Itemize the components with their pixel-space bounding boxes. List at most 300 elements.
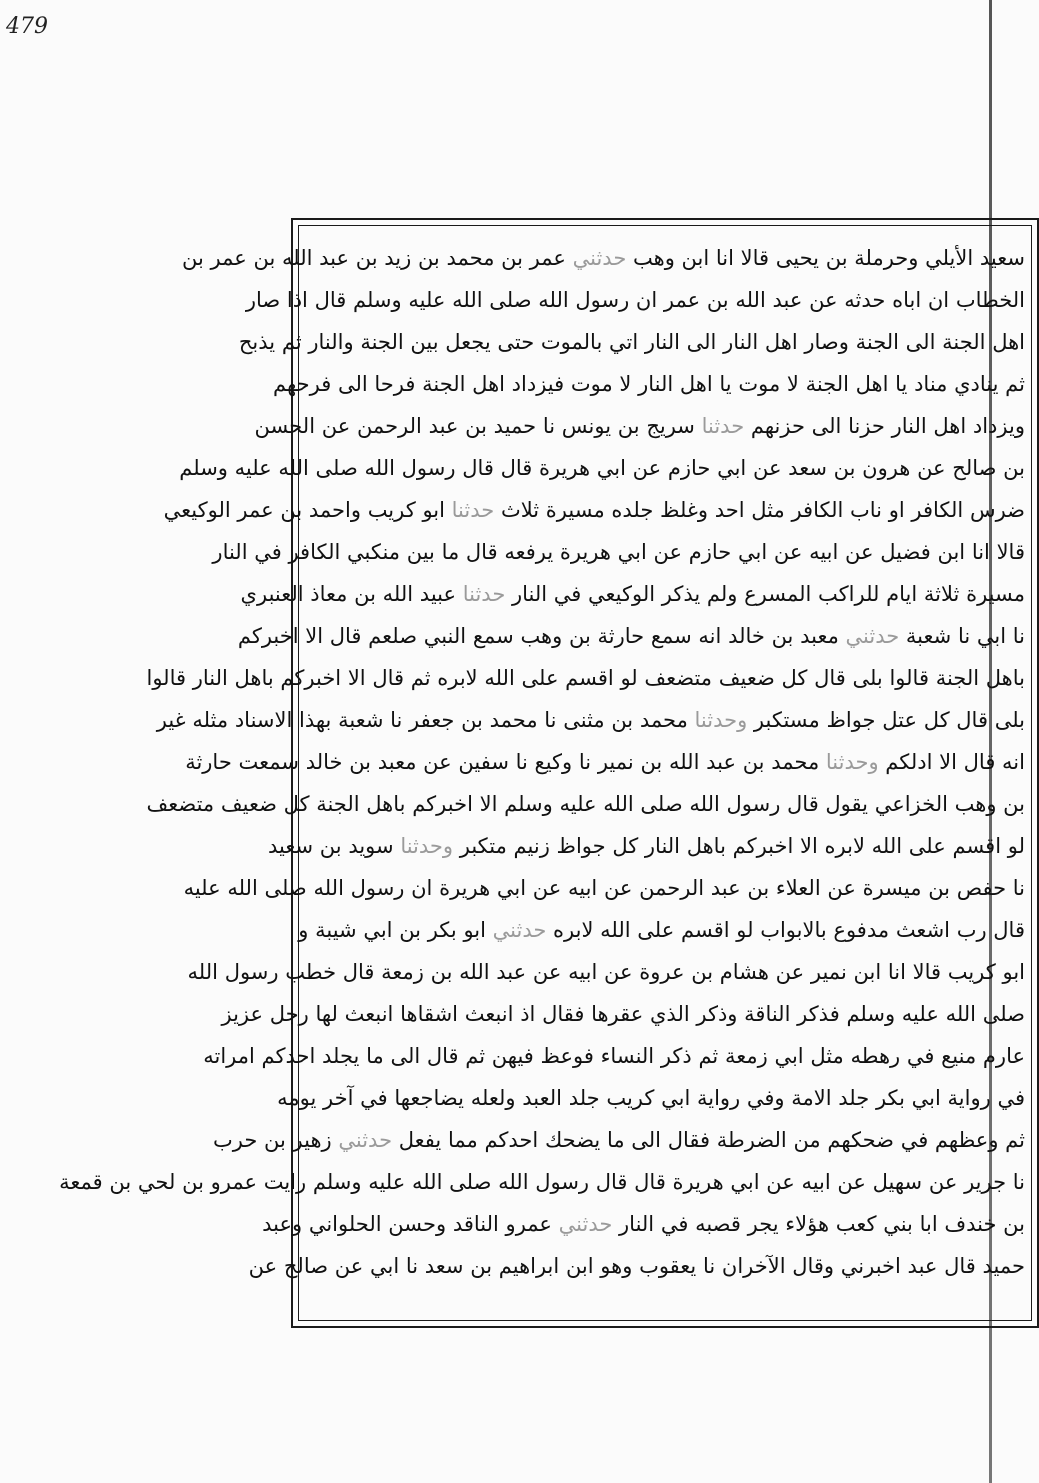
- manuscript-word: عبيد: [419, 582, 457, 606]
- manuscript-word: نا: [515, 750, 528, 774]
- manuscript-word: بن: [825, 246, 848, 270]
- manuscript-word: هرون: [862, 456, 911, 480]
- manuscript-word: ابراهيم: [498, 1254, 560, 1278]
- manuscript-word: عمرو: [210, 1170, 258, 1194]
- manuscript-line: [254, 406, 1025, 446]
- manuscript-word: رايت: [263, 1170, 307, 1194]
- manuscript-word: زمعة: [381, 960, 424, 984]
- manuscript-line: [146, 784, 1025, 824]
- manuscript-word: يومه: [277, 1086, 317, 1110]
- manuscript-word: بن: [280, 498, 303, 522]
- manuscript-word: ناب: [850, 498, 883, 522]
- manuscript-word: انا: [715, 246, 734, 270]
- manuscript-word: وغلظ: [660, 498, 709, 522]
- manuscript-line: [179, 448, 1025, 488]
- manuscript-word: باهل: [366, 792, 406, 816]
- manuscript-word: الجنة: [805, 372, 849, 396]
- manuscript-word: وسلم: [312, 1170, 362, 1194]
- manuscript-word: بن: [1003, 792, 1025, 816]
- manuscript-word: كريب: [606, 1086, 655, 1110]
- manuscript-word: قال: [342, 960, 375, 984]
- manuscript-word: وحسن: [388, 1212, 447, 1236]
- manuscript-word: باهل: [234, 666, 274, 690]
- manuscript-word: عن: [917, 456, 946, 480]
- manuscript-line: [203, 1036, 1025, 1076]
- manuscript-word: عن: [766, 1170, 795, 1194]
- manuscript-word: قالا: [912, 960, 942, 984]
- manuscript-word: الوكيعي: [588, 582, 656, 606]
- manuscript-word: جلد: [568, 1086, 600, 1110]
- manuscript-word: معبد: [800, 624, 839, 648]
- manuscript-word: بن: [355, 246, 378, 270]
- manuscript-word: زمعة: [724, 1044, 768, 1068]
- manuscript-line: [237, 616, 1025, 656]
- manuscript-word: الله: [871, 834, 903, 858]
- manuscript-word: وقال: [792, 1254, 835, 1278]
- manuscript-word: ضحكهم: [827, 1128, 894, 1152]
- manuscript-line: [238, 322, 1025, 362]
- manuscript-word: الرحمن: [639, 876, 705, 900]
- manuscript-line: [212, 1120, 1025, 1160]
- manuscript-word: ميسرة: [862, 876, 922, 900]
- manuscript-word: ابيه: [809, 540, 839, 564]
- manuscript-word: بلى: [994, 708, 1025, 732]
- manuscript-word: عليه: [408, 288, 446, 312]
- manuscript-word: بن: [706, 288, 729, 312]
- manuscript-word: وحرملة: [854, 246, 919, 270]
- manuscript-word: ثم: [698, 1044, 719, 1068]
- manuscript-word: لو: [1007, 834, 1025, 858]
- manuscript-word: ابن: [853, 960, 882, 984]
- rubric-word: حدثني: [845, 624, 900, 648]
- manuscript-word: ابي: [496, 876, 527, 900]
- manuscript-word: يونس: [561, 414, 612, 438]
- manuscript-word: فضيل: [880, 540, 931, 564]
- manuscript-word: والنار: [308, 330, 354, 354]
- manuscript-word: اهل: [472, 372, 505, 396]
- page-number: 479: [6, 14, 48, 39]
- manuscript-word: الرحمن: [356, 414, 422, 438]
- manuscript-word: بن: [568, 624, 591, 648]
- manuscript-word: لا: [619, 372, 632, 396]
- manuscript-word: الله: [227, 876, 258, 900]
- manuscript-word: ادلكم: [885, 750, 933, 774]
- manuscript-word: مسيرة: [545, 498, 605, 522]
- manuscript-word: ابي: [617, 540, 647, 564]
- manuscript-word: حفص: [956, 876, 1007, 900]
- manuscript-word: بني: [883, 1212, 913, 1236]
- manuscript-word: محمد: [446, 246, 495, 270]
- manuscript-word: الجنة: [316, 792, 360, 816]
- rubric-word: حدثني: [338, 1128, 393, 1152]
- manuscript-word: عن: [752, 456, 782, 480]
- manuscript-word: عن: [773, 540, 803, 564]
- manuscript-line: [262, 1204, 1025, 1244]
- manuscript-word: فرحهم: [273, 372, 332, 396]
- manuscript-word: الجنة: [855, 330, 899, 354]
- manuscript-word: مما: [447, 1128, 478, 1152]
- manuscript-word: شعبة: [905, 624, 952, 648]
- manuscript-word: الى: [686, 330, 717, 354]
- manuscript-word: ثلاثة: [923, 582, 960, 606]
- manuscript-word: ابي: [737, 540, 768, 564]
- manuscript-word: الله: [945, 1002, 977, 1026]
- manuscript-word: حزنهم: [750, 414, 805, 438]
- manuscript-word: ابي: [661, 1086, 691, 1110]
- manuscript-word: صلعم: [368, 624, 418, 648]
- manuscript-word: الى: [905, 330, 936, 354]
- manuscript-word: الى: [390, 1044, 421, 1068]
- manuscript-word: قصبه: [695, 1212, 741, 1236]
- manuscript-word: عن: [837, 1170, 866, 1194]
- manuscript-word: وعبد: [262, 1212, 303, 1236]
- manuscript-word: الله: [187, 960, 218, 984]
- manuscript-word: يرفعه: [504, 540, 554, 564]
- manuscript-word: موت: [738, 372, 781, 396]
- manuscript-word: النار: [638, 372, 674, 396]
- manuscript-word: من: [793, 1128, 821, 1152]
- manuscript-word: ينادي: [954, 372, 999, 396]
- manuscript-word: لو: [736, 918, 754, 942]
- manuscript-word: الله: [538, 288, 569, 312]
- manuscript-word: فقال: [667, 1128, 711, 1152]
- manuscript-line: [187, 952, 1025, 992]
- manuscript-word: قمعة: [59, 1170, 103, 1194]
- manuscript-word: محمد: [489, 708, 538, 732]
- manuscript-word: منكبي: [347, 540, 401, 564]
- manuscript-word: اذا: [286, 288, 308, 312]
- manuscript-line: [146, 658, 1025, 698]
- manuscript-word: الا: [305, 624, 324, 648]
- manuscript-word: عن: [653, 540, 683, 564]
- manuscript-word: بن: [465, 414, 487, 438]
- manuscript-word: عن: [845, 540, 874, 564]
- manuscript-word: عن: [321, 414, 351, 438]
- manuscript-word: عن: [423, 750, 452, 774]
- manuscript-word: الجنة: [935, 666, 980, 690]
- manuscript-word: نا: [578, 750, 592, 774]
- manuscript-word: قال: [956, 708, 988, 732]
- manuscript-word: في: [906, 1044, 935, 1068]
- manuscript-word: بين: [406, 540, 435, 564]
- manuscript-word: عمر: [237, 498, 274, 522]
- manuscript-word: ابن: [937, 540, 966, 564]
- manuscript-word: حزنا: [848, 414, 885, 438]
- manuscript-word: يجعل: [445, 330, 491, 354]
- manuscript-word: صلى: [489, 288, 532, 312]
- manuscript-word: سعيد: [268, 834, 314, 858]
- manuscript-word: الكافر: [791, 498, 844, 522]
- manuscript-word: الله: [278, 456, 309, 480]
- manuscript-word: مستكبر: [753, 708, 820, 732]
- manuscript-word: عمر: [210, 246, 247, 270]
- manuscript-word: رهطه: [850, 1044, 901, 1068]
- manuscript-word: بين: [410, 330, 439, 354]
- manuscript-word: الجنة: [360, 330, 404, 354]
- manuscript-word: قال: [462, 456, 494, 480]
- manuscript-word: اخبرني: [840, 1254, 901, 1278]
- manuscript-word: بن: [319, 834, 342, 858]
- manuscript-line: [181, 238, 1025, 278]
- manuscript-word: وفي: [746, 1086, 785, 1110]
- manuscript-word: الى: [337, 372, 368, 396]
- manuscript-word: واحمد: [308, 498, 361, 522]
- manuscript-word: وسلم: [179, 456, 228, 480]
- manuscript-word: الله: [603, 792, 634, 816]
- manuscript-word: ثم: [1005, 1128, 1025, 1152]
- manuscript-word: سمعت: [238, 750, 299, 774]
- manuscript-word: سعيد: [979, 246, 1025, 270]
- manuscript-word: اخبركم: [237, 624, 299, 648]
- manuscript-word: اذ: [520, 1002, 536, 1026]
- manuscript-word: قال: [329, 624, 362, 648]
- manuscript-word: في: [254, 540, 282, 564]
- manuscript-word: يضاجعها: [394, 1086, 464, 1110]
- rubric-word: وحدثنا: [694, 708, 748, 732]
- manuscript-word: العنبري: [240, 582, 304, 606]
- manuscript-word: نا: [390, 708, 403, 732]
- manuscript-word: ذكر: [660, 1044, 692, 1068]
- manuscript-word: احد: [714, 498, 745, 522]
- manuscript-word: عن: [928, 1170, 958, 1194]
- manuscript-word: النار: [891, 414, 927, 438]
- manuscript-word: قالوا: [146, 666, 187, 690]
- manuscript-word: جواظ: [826, 708, 876, 732]
- manuscript-word: بن: [771, 624, 794, 648]
- manuscript-word: الذي: [649, 1002, 690, 1026]
- manuscript-word: ولعله: [470, 1086, 516, 1110]
- manuscript-word: الخطاب: [955, 288, 1025, 312]
- manuscript-word: الله: [281, 246, 313, 270]
- manuscript-word: ابا: [919, 1212, 938, 1236]
- manuscript-word: وذكر: [696, 1002, 738, 1026]
- manuscript-word: عبد: [907, 1254, 938, 1278]
- manuscript-line: [185, 742, 1025, 782]
- manuscript-word: وهب: [954, 792, 997, 816]
- manuscript-word: الله: [364, 456, 395, 480]
- manuscript-word: اقسم: [680, 918, 730, 942]
- manuscript-word: فذكر: [797, 1002, 840, 1026]
- manuscript-word: زنيم: [513, 834, 550, 858]
- manuscript-word: الا: [939, 750, 957, 774]
- manuscript-word: ما: [606, 1128, 625, 1152]
- manuscript-word: عن: [775, 960, 805, 984]
- manuscript-word: عن: [604, 960, 633, 984]
- manuscript-word: بن: [399, 918, 422, 942]
- manuscript-word: النار: [644, 834, 681, 858]
- manuscript-word: عليه: [183, 876, 221, 900]
- manuscript-word: رسول: [350, 876, 405, 900]
- manuscript-word: الخزاعي: [874, 792, 948, 816]
- manuscript-word: احدكم: [261, 1044, 316, 1068]
- manuscript-word: ما: [441, 540, 460, 564]
- manuscript-line: [163, 490, 1025, 530]
- manuscript-word: شيبة: [315, 918, 357, 942]
- manuscript-word: الى: [631, 1128, 662, 1152]
- manuscript-word: نا: [957, 624, 971, 648]
- manuscript-word: نا: [1012, 624, 1025, 648]
- manuscript-word: باهل: [686, 834, 726, 858]
- manuscript-word: الأيلي: [925, 246, 974, 270]
- manuscript-word: عن: [827, 876, 856, 900]
- manuscript-word: و: [298, 918, 309, 942]
- manuscript-word: سمع: [650, 624, 692, 648]
- manuscript-word: ابي: [730, 1170, 760, 1194]
- manuscript-word: قال: [963, 750, 996, 774]
- manuscript-word: عقرها: [591, 1002, 644, 1026]
- manuscript-word: عن: [632, 456, 662, 480]
- manuscript-word: بن: [640, 750, 663, 774]
- rubric-word: حدثنا: [451, 498, 495, 522]
- manuscript-word: يقول: [825, 792, 868, 816]
- manuscript-word: بن: [928, 876, 951, 900]
- manuscript-word: فيزداد: [511, 372, 565, 396]
- manuscript-word: الا: [479, 792, 498, 816]
- manuscript-word: عليه: [901, 1002, 939, 1026]
- manuscript-word: زهير: [292, 1128, 332, 1152]
- rubric-word: حدثني: [492, 918, 547, 942]
- manuscript-word: بهذا: [299, 708, 332, 732]
- manuscript-word: الناقة: [744, 1002, 791, 1026]
- manuscript-word: عمر: [529, 246, 566, 270]
- manuscript-word: الوكيعي: [163, 498, 231, 522]
- manuscript-word: عن: [603, 876, 633, 900]
- manuscript-word: مدفوع: [833, 918, 890, 942]
- manuscript-word: نمير: [810, 960, 847, 984]
- manuscript-word: يعقوب: [639, 1254, 697, 1278]
- manuscript-word: بن: [264, 1128, 286, 1152]
- manuscript-line: [156, 700, 1025, 740]
- manuscript-line: [59, 1162, 1025, 1202]
- manuscript-word: الله: [452, 288, 483, 312]
- manuscript-word: يجلد: [322, 1044, 360, 1068]
- manuscript-line: [248, 1246, 1025, 1286]
- manuscript-word: النار: [619, 1212, 655, 1236]
- manuscript-word: محمد: [639, 708, 688, 732]
- manuscript-word: بن: [501, 246, 523, 270]
- manuscript-word: آخر: [323, 1086, 354, 1110]
- manuscript-word: عتل: [882, 708, 918, 732]
- manuscript-word: النساء: [600, 1044, 655, 1068]
- manuscript-word: الله: [735, 288, 766, 312]
- manuscript-word: الله: [668, 750, 700, 774]
- manuscript-line: [277, 1078, 1025, 1118]
- manuscript-word: صلى: [449, 1170, 492, 1194]
- manuscript-word: نا: [405, 1254, 419, 1278]
- manuscript-word: بن: [611, 708, 634, 732]
- manuscript-word: ابيه: [568, 960, 598, 984]
- manuscript-word: الله: [484, 666, 515, 690]
- manuscript-word: عمرو: [505, 1212, 552, 1236]
- manuscript-word: رسول: [535, 1170, 590, 1194]
- manuscript-word: ابيه: [567, 876, 598, 900]
- manuscript-word: لابره: [437, 666, 478, 690]
- manuscript-word: ثم: [410, 666, 431, 690]
- manuscript-word: وكيع: [534, 750, 573, 774]
- manuscript-word: متضعف: [146, 792, 215, 816]
- manuscript-word: ثلاث: [500, 498, 540, 522]
- manuscript-word: ابن: [565, 1254, 594, 1278]
- manuscript-word: النار: [512, 582, 548, 606]
- manuscript-word: بن: [742, 750, 765, 774]
- manuscript-word: بن: [253, 246, 276, 270]
- manuscript-word: اهل: [764, 330, 798, 354]
- manuscript-word: عزيز: [221, 1002, 264, 1026]
- manuscript-word: مناد: [914, 372, 948, 396]
- manuscript-word: صار: [245, 288, 281, 312]
- manuscript-word: عبد: [706, 750, 736, 774]
- manuscript-word: مسيرة: [966, 582, 1025, 606]
- manuscript-word: ابي: [717, 456, 747, 480]
- manuscript-word: فرحا: [374, 372, 416, 396]
- manuscript-word: العبد: [522, 1086, 562, 1110]
- manuscript-word: اتي: [608, 330, 639, 354]
- manuscript-word: في: [900, 1128, 929, 1152]
- manuscript-word: وهو: [600, 1254, 633, 1278]
- manuscript-word: عبد: [428, 414, 459, 438]
- manuscript-word: الا: [347, 666, 366, 690]
- manuscript-word: ثم: [465, 1044, 486, 1068]
- manuscript-word: قال: [500, 456, 533, 480]
- manuscript-word: عليه: [368, 1170, 406, 1194]
- manuscript-word: متكبر: [459, 834, 507, 858]
- manuscript-word: قال: [787, 792, 819, 816]
- manuscript-word: عروة: [639, 960, 685, 984]
- manuscript-word: النار: [723, 330, 759, 354]
- manuscript-word: محمد: [771, 750, 820, 774]
- manuscript-word: باهل: [985, 666, 1025, 690]
- manuscript-word: يا: [719, 372, 732, 396]
- manuscript-word: الله: [459, 960, 490, 984]
- manuscript-word: سريج: [646, 414, 695, 438]
- manuscript-word: النبي: [423, 624, 467, 648]
- manuscript-word: بن: [617, 414, 640, 438]
- manuscript-word: نا: [542, 414, 556, 438]
- manuscript-word: ابيه: [801, 1170, 831, 1194]
- manuscript-word: اخبركم: [280, 666, 342, 690]
- manuscript-word: ابي: [363, 918, 393, 942]
- manuscript-word: انبعث: [344, 1002, 394, 1026]
- manuscript-word: النار: [644, 330, 680, 354]
- manuscript-word: صالح: [952, 456, 997, 480]
- manuscript-word: رسول: [401, 456, 456, 480]
- rubric-word: وحدثنا: [825, 750, 879, 774]
- manuscript-word: نمير: [597, 750, 634, 774]
- manuscript-word: اخبركم: [412, 792, 473, 816]
- manuscript-word: اخبركم: [732, 834, 794, 858]
- manuscript-word: للراكب: [818, 582, 880, 606]
- manuscript-word: عن: [248, 1254, 278, 1278]
- manuscript-word: سويد: [348, 834, 394, 858]
- manuscript-word: هريرة: [538, 456, 591, 480]
- manuscript-word: اهل: [933, 414, 967, 438]
- manuscript-word: عبد: [319, 246, 350, 270]
- manuscript-word: في: [660, 1212, 689, 1236]
- manuscript-word: فيهن: [491, 1044, 534, 1068]
- manuscript-word: اشعث: [895, 918, 950, 942]
- manuscript-word: نا: [1012, 876, 1025, 900]
- manuscript-word: قالا: [996, 540, 1025, 564]
- manuscript-word: سفين: [458, 750, 509, 774]
- manuscript-word: مثنى: [563, 708, 605, 732]
- rubric-word: حدثنا: [462, 582, 506, 606]
- manuscript-word: احدكم: [484, 1128, 539, 1152]
- manuscript-word: اقسم: [952, 834, 1002, 858]
- manuscript-word: ابي: [774, 1044, 804, 1068]
- manuscript-word: هشام: [719, 960, 769, 984]
- rubric-word: حدثني: [572, 246, 627, 270]
- manuscript-word: لابره: [824, 834, 865, 858]
